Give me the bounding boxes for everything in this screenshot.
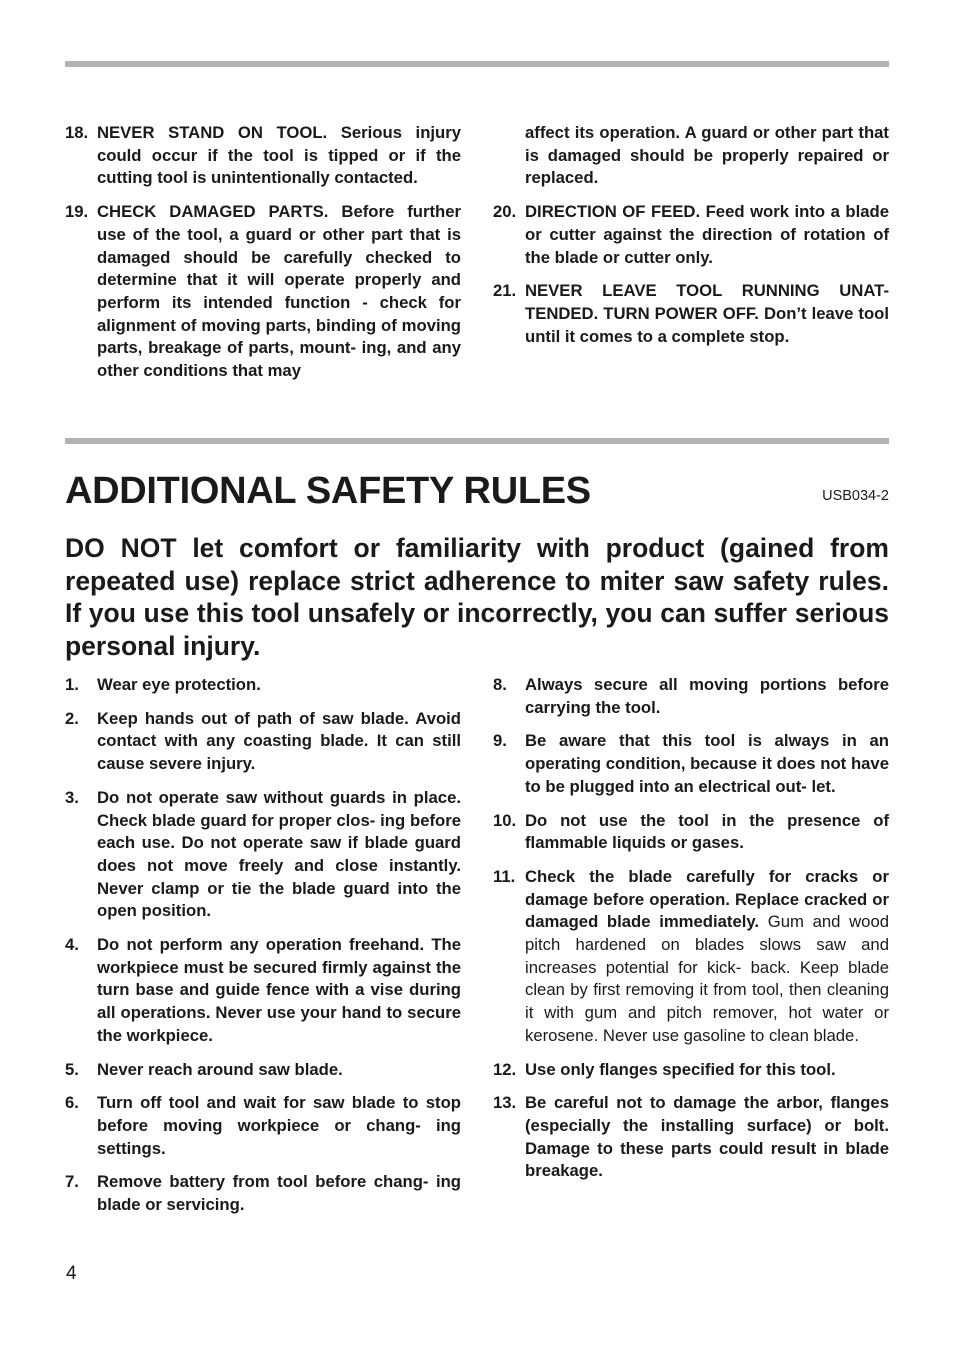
item-number: 3. [65, 787, 79, 807]
item-number: 2. [65, 708, 79, 728]
item-number: 18. [65, 123, 89, 142]
rules-left-column [65, 674, 461, 1228]
list-item [493, 1092, 889, 1183]
item-text: Keep hands out of path of saw blade. Avoid contact with any coasting blade. It can still cause severe injury. [97, 708, 461, 774]
list-item [65, 122, 461, 190]
top-rule [65, 61, 889, 67]
document-code: USB034-2 [822, 488, 889, 504]
item-text: Do not operate saw without guards in place. Check blade guard for proper clos- ing before each use. Do not operate saw if blade guard does not move freely and close instantly. Never clamp or tie the blade guard into the open position. [97, 787, 461, 921]
item-number: 1. [65, 675, 79, 694]
item-number: 5. [65, 1059, 79, 1079]
item-text: Use only flanges specified for this tool. [525, 1059, 836, 1079]
section-title: ADDITIONAL SAFETY RULES [65, 470, 591, 512]
list-item [65, 787, 461, 923]
item-number: 21. [493, 281, 517, 301]
warning-text: DO NOT let comfort or familiarity with product (gained from repeated use) replace strict adherence to miter saw safety rules. If you use this tool unsafely or incorrectly, you can suffer serious personal injury. [65, 533, 889, 661]
top-right-column [493, 122, 889, 359]
item-number: 4. [65, 935, 79, 955]
item-number: 8. [493, 675, 507, 694]
list-item [65, 708, 461, 776]
item-number: 11. [493, 866, 516, 886]
list-item [65, 1092, 461, 1160]
item-number: 7. [65, 1172, 79, 1192]
list-item [493, 280, 889, 348]
list-item [65, 674, 461, 697]
item-number: 19. [65, 202, 89, 222]
item-number: 20. [493, 202, 517, 222]
item-number: 12. [493, 1059, 517, 1079]
list-item [493, 674, 889, 719]
top-left-column [65, 122, 461, 394]
item-number: 9. [493, 731, 507, 751]
item-text: Be aware that this tool is always in an operating condition, because it does not have to be plugged into an electrical out- let. [525, 731, 889, 796]
item-text: CHECK DAMAGED PARTS. Before further use of the tool, a guard or other part that is damaged should be carefully checked to determine that it will operate properly and perform its intended function - check for alignment of moving parts, binding of moving parts, breakage of parts, mount- ing, and any other conditions that may [97, 202, 461, 381]
item-text: NEVER STAND ON TOOL. Serious injury could occur if the tool is tipped or if the cutting tool is unintentionally contacted. [97, 123, 461, 188]
list-item [65, 1171, 461, 1216]
section-rule [65, 438, 889, 444]
list-item [493, 866, 889, 1048]
item-note: Gum and wood pitch hardened on blades slows saw and increases potential for kick- back. Keep blade clean by first removing it from tool, then cleaning it with gum and pitch remover, hot water or kerosene. Never use gasoline to clean blade. [525, 912, 890, 1045]
item-text: Always secure all moving portions before carrying the tool. [525, 675, 889, 717]
item-text: DIRECTION OF FEED. Feed work into a blade or cutter against the direction of rotation of the blade or cutter only. [525, 202, 889, 267]
item-number: 13. [493, 1093, 517, 1113]
continued-text: affect its operation. A guard or other part that is damaged should be properly repaired or replaced. [525, 123, 889, 188]
item-number: 6. [65, 1093, 79, 1113]
page-number: 4 [66, 1263, 77, 1284]
item-text: Do not use the tool in the presence of flammable liquids or gases. [525, 810, 889, 853]
list-item [65, 1059, 461, 1082]
list-item [493, 810, 889, 855]
item-number: 10. [493, 810, 517, 830]
rules-right-column [493, 674, 889, 1194]
list-item [493, 201, 889, 269]
item-text: Never reach around saw blade. [97, 1059, 343, 1079]
list-item [65, 201, 461, 383]
item-text: Do not perform any operation freehand. The workpiece must be secured firmly against the turn base and guide fence with a vise during all operations. Never use your hand to secure the workpiece. [97, 935, 461, 1045]
item-text: Wear eye protection. [97, 675, 261, 694]
item-text: Turn off tool and wait for saw blade to stop before moving workpiece or chang- ing settings. [97, 1093, 461, 1158]
item-text: Remove battery from tool before chang- ing blade or servicing. [97, 1172, 461, 1215]
item-text: Check the blade carefully for cracks or damage before operation. Replace cracked or damaged blade immediately. [525, 866, 889, 932]
list-item [493, 1059, 889, 1082]
item-text: NEVER LEAVE TOOL RUNNING UNAT- TENDED. TURN POWER OFF. Don’t leave tool until it comes to a complete stop. [525, 281, 889, 346]
list-item [493, 730, 889, 798]
list-item [65, 934, 461, 1048]
item-text-group [525, 866, 889, 1048]
item-text: Be careful not to damage the arbor, flanges (especially the installing surface) or bolt. Damage to these parts could result in blade breakage. [525, 1093, 889, 1181]
